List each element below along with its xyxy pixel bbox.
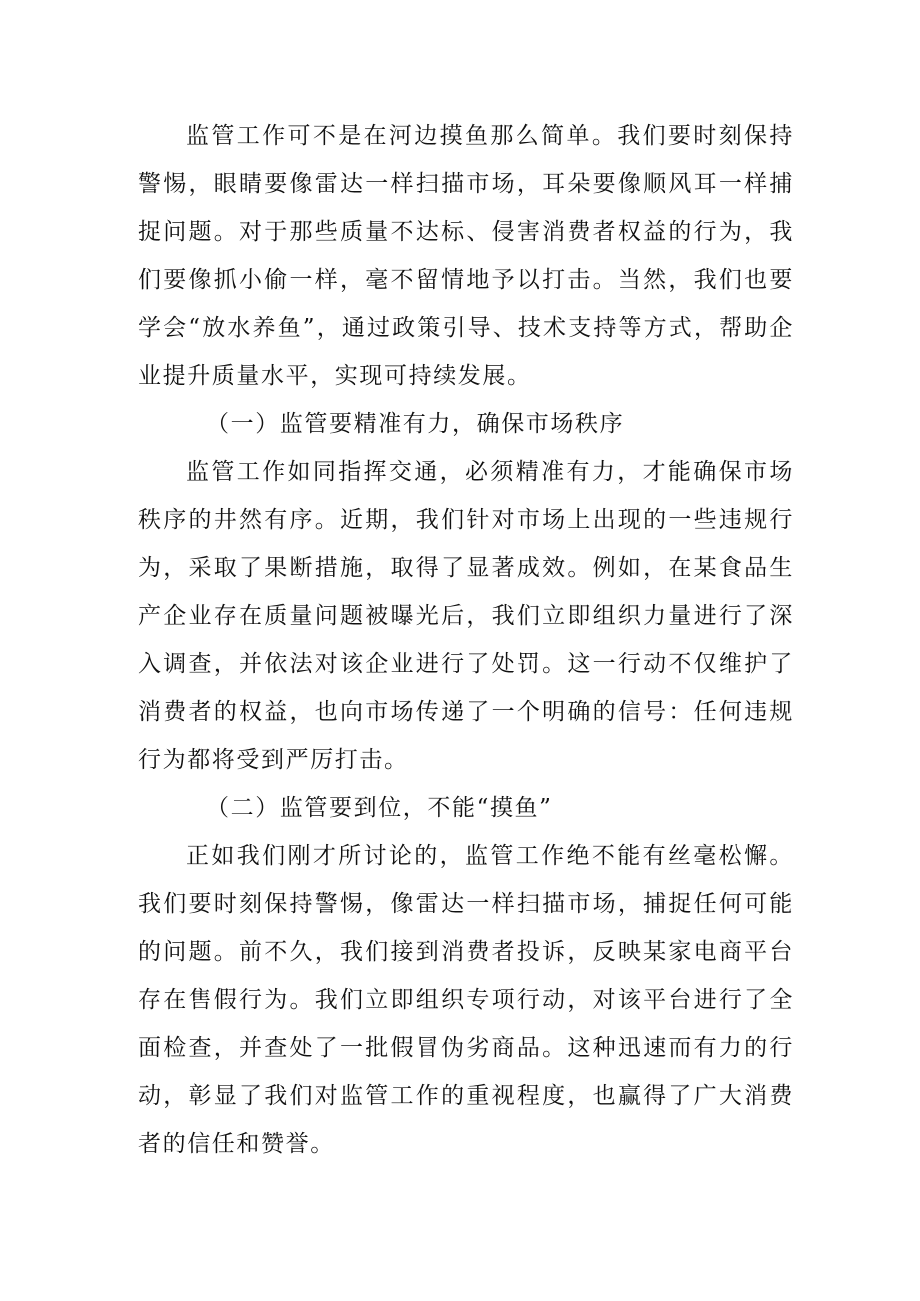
document-body — [138, 112, 794, 1168]
body-paragraph: 正如我们刚才所讨论的，监管工作绝不能有丝毫松懈。我们要时刻保持警惕，像雷达一样扫描市场，捕捉任何可能的问题。前不久，我们接到消费者投诉，反映某家电商平台存在售假行为。我们立即组织专项行动，对该平台进行了全面检查，并查处了一批假冒伪劣商品。这种迅速而有力的行动，彰显了我们对监管工作的重视程度，也赢得了广大消费者的信任和赞誉。 — [138, 843, 794, 1157]
section-heading: （二）监管要到位，不能“摸鱼” — [206, 795, 553, 821]
section-heading: （一）监管要精准有力，确保市场秩序 — [206, 411, 625, 437]
body-paragraph: 监管工作可不是在河边摸鱼那么简单。我们要时刻保持警惕，眼睛要像雷达一样扫描市场，耳朵要像顺风耳一样捕捉问题。对于那些质量不达标、侵害消费者权益的行为，我们要像抓小偷一样，毫不留情地予以打击。当然，我们也要学会“放水养鱼”，通过政策引导、技术支持等方式，帮助企业提升质量水平，实现可持续发展。 — [138, 123, 794, 389]
body-paragraph: 监管工作如同指挥交通，必须精准有力，才能确保市场秩序的井然有序。近期，我们针对市场上出现的一些违规行为，采取了果断措施，取得了显著成效。例如，在某食品生产企业存在质量问题被曝光后，我们立即组织力量进行了深入调查，并依法对该企业进行了处罚。这一行动不仅维护了消费者的权益，也向市场传递了一个明确的信号：任何违规行为都将受到严厉打击。 — [138, 459, 794, 773]
